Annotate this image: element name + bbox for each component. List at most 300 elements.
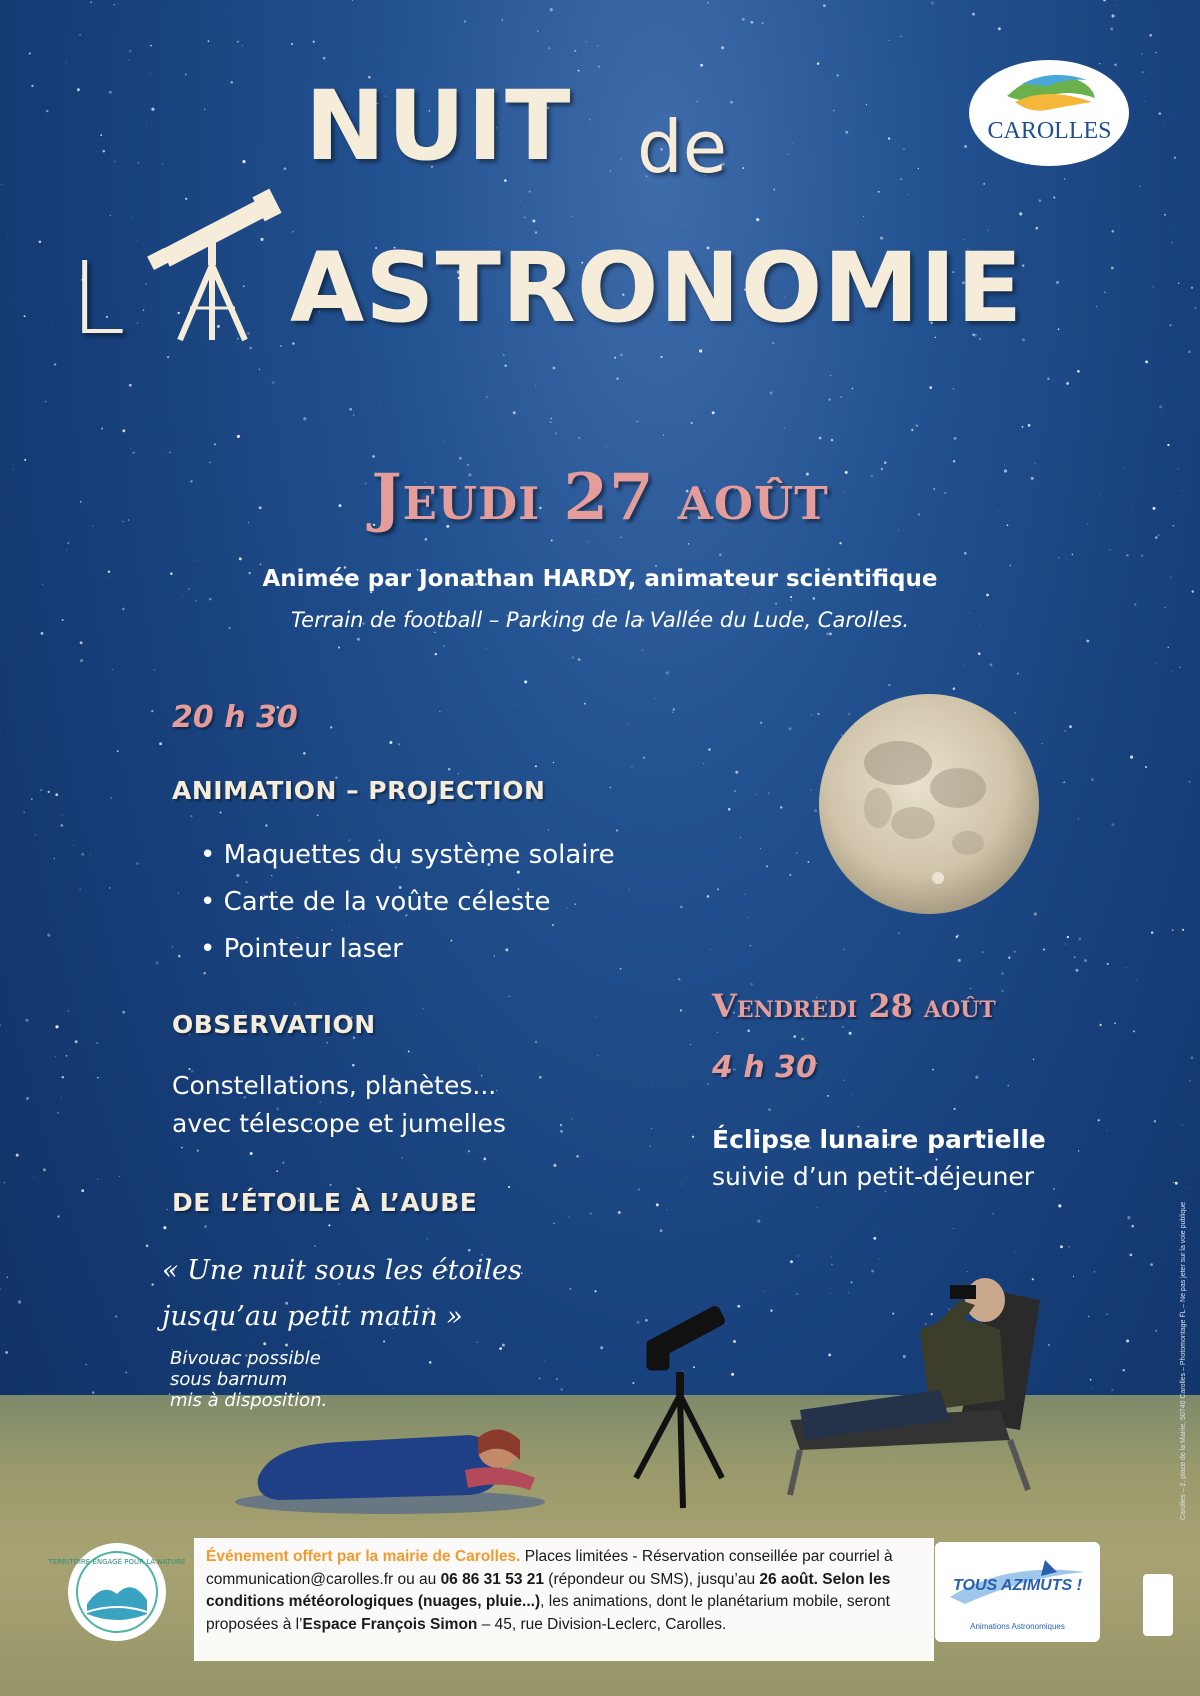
star (1111, 14, 1114, 17)
star (54, 858, 55, 859)
star (383, 1341, 385, 1343)
star (448, 768, 451, 771)
star (151, 108, 154, 111)
star (16, 1154, 19, 1157)
star (408, 1050, 410, 1052)
star (4, 1182, 6, 1184)
star (1086, 640, 1089, 643)
star (57, 1112, 59, 1114)
star (740, 837, 741, 838)
star (54, 363, 56, 365)
star (155, 962, 158, 965)
tous-azimuts-title: TOUS AZIMUTS ! (953, 1577, 1082, 1594)
star (25, 1019, 28, 1022)
star (48, 791, 50, 793)
star (167, 356, 169, 358)
star (931, 1, 934, 4)
star (1058, 328, 1060, 330)
star (768, 793, 769, 794)
star (96, 1042, 98, 1044)
star (372, 455, 375, 458)
star (443, 645, 444, 646)
star (784, 428, 785, 429)
star (810, 714, 812, 716)
star (426, 1238, 428, 1240)
star (576, 1155, 579, 1158)
star (637, 421, 638, 422)
star (1106, 1314, 1107, 1315)
star (760, 722, 762, 724)
breakfast-line: suivie d’un petit-déjeuner (712, 1162, 1035, 1191)
star (80, 659, 83, 662)
star (826, 633, 828, 635)
star (1164, 125, 1165, 126)
star (1126, 554, 1128, 556)
star (798, 1255, 799, 1256)
star (1141, 555, 1143, 557)
star (29, 53, 31, 55)
star (629, 889, 630, 890)
star (109, 887, 111, 889)
star (1114, 1022, 1116, 1024)
star (276, 1170, 278, 1172)
star (327, 1042, 328, 1043)
star (197, 560, 198, 561)
star (1001, 972, 1004, 975)
star (888, 137, 890, 139)
star (458, 773, 459, 774)
star (1149, 34, 1152, 37)
star (594, 1290, 596, 1292)
star (750, 945, 752, 947)
star (697, 1331, 698, 1332)
star (504, 365, 506, 367)
star (55, 1056, 56, 1057)
star (550, 8, 553, 11)
list-item: • Carte de la voûte céleste (200, 879, 615, 926)
star (924, 1346, 926, 1348)
star (673, 980, 674, 981)
star (1116, 5, 1117, 6)
animation-list (200, 832, 615, 973)
star (265, 824, 267, 826)
star (796, 852, 797, 853)
star (696, 101, 698, 103)
star (840, 396, 842, 398)
star (90, 854, 91, 855)
quote (162, 1248, 522, 1340)
star (39, 241, 42, 244)
morning-time: 4 h 30 (712, 1050, 817, 1085)
star (503, 354, 505, 356)
star (98, 139, 99, 140)
star (502, 19, 504, 21)
star (496, 440, 497, 441)
star (1064, 904, 1065, 905)
star (707, 1083, 708, 1084)
star (574, 50, 576, 52)
star (1103, 0, 1106, 1)
star (925, 1323, 927, 1325)
star (585, 41, 586, 42)
star (1035, 227, 1038, 230)
star (1145, 360, 1148, 363)
star (931, 1313, 933, 1315)
star (117, 750, 119, 752)
star (742, 18, 745, 21)
star (770, 1309, 773, 1312)
star (1174, 157, 1176, 159)
star (389, 741, 392, 744)
star (606, 446, 607, 447)
star (0, 1288, 1, 1289)
star (610, 170, 611, 171)
star (535, 765, 537, 767)
evening-time: 20 h 30 (172, 700, 298, 735)
star (77, 88, 80, 91)
star (969, 1383, 971, 1385)
star (620, 536, 622, 538)
star (631, 766, 632, 767)
star (932, 1069, 934, 1071)
star (145, 283, 147, 285)
star (79, 34, 81, 36)
star (250, 1152, 253, 1155)
star (259, 369, 261, 371)
star (13, 954, 14, 955)
star (1048, 1344, 1050, 1346)
star (1018, 1308, 1020, 1310)
star (1047, 378, 1049, 380)
star (1158, 112, 1161, 115)
star (891, 73, 892, 74)
star (479, 1065, 480, 1066)
star (429, 1361, 432, 1364)
star (964, 552, 967, 555)
star (1078, 938, 1081, 941)
star (122, 1011, 125, 1014)
star (808, 861, 810, 863)
star (151, 1283, 153, 1285)
star (707, 2, 709, 4)
star (172, 946, 173, 947)
star (572, 656, 575, 659)
star (67, 542, 69, 544)
star (114, 4, 115, 5)
star (1191, 287, 1193, 289)
star (589, 119, 591, 121)
offered-by: Événement offert par la mairie de Carolles. (206, 1548, 521, 1565)
pefc-logo (1143, 1574, 1173, 1636)
star (1066, 382, 1069, 385)
star (317, 815, 319, 817)
star (599, 990, 600, 991)
star (260, 563, 262, 565)
star (989, 1300, 990, 1301)
star (553, 1223, 554, 1224)
star (710, 949, 711, 950)
star (1019, 212, 1022, 215)
star (1131, 1225, 1134, 1228)
star (1096, 306, 1097, 307)
star (584, 703, 586, 705)
star (878, 191, 880, 193)
star (967, 1271, 968, 1272)
star (766, 865, 768, 867)
location-line: Terrain de football – Parking de la Vallée du Lude, Carolles. (290, 608, 910, 632)
star (843, 1080, 844, 1081)
star (1022, 426, 1024, 428)
star (1033, 1059, 1035, 1061)
star (1039, 199, 1042, 202)
star (486, 648, 487, 649)
star (618, 1211, 621, 1214)
star (789, 874, 791, 876)
star (295, 1004, 296, 1005)
star (831, 1264, 832, 1265)
star (136, 239, 137, 240)
observation-heading: OBSERVATION (172, 1010, 376, 1039)
star (499, 1347, 502, 1350)
star (162, 163, 164, 165)
star (678, 978, 681, 981)
star (598, 66, 600, 68)
star (92, 1391, 94, 1393)
star (1007, 1085, 1009, 1087)
star (112, 669, 113, 670)
star (214, 443, 216, 445)
star (45, 401, 47, 403)
star (616, 829, 618, 831)
star (903, 148, 905, 150)
star (1141, 54, 1142, 55)
star (1064, 782, 1066, 784)
star (1064, 178, 1065, 179)
star (242, 160, 245, 163)
star (792, 142, 793, 143)
star (464, 20, 467, 23)
star (833, 110, 835, 112)
star (231, 11, 232, 12)
star (681, 1184, 682, 1185)
star (539, 1377, 541, 1379)
star (68, 1010, 70, 1012)
star (1127, 1216, 1130, 1219)
star (529, 191, 531, 193)
star (572, 215, 574, 217)
star (956, 1077, 957, 1078)
star (131, 217, 132, 218)
star (97, 1179, 98, 1180)
star (553, 762, 554, 763)
star (1126, 1339, 1129, 1342)
star (982, 951, 984, 953)
star (402, 1157, 403, 1158)
star (378, 52, 379, 53)
star (863, 216, 864, 217)
star (51, 324, 52, 325)
star (747, 1029, 750, 1032)
star (197, 1150, 199, 1152)
star (303, 752, 306, 755)
star (837, 74, 839, 76)
star (548, 830, 549, 831)
star (323, 57, 326, 60)
telescope-icon (150, 190, 290, 340)
star (1065, 730, 1066, 731)
reservation-text: Places limitées - Réservation conseillée par courriel à communication@carolles.fr ou au (206, 1548, 893, 1588)
star (291, 43, 293, 45)
star (159, 742, 162, 745)
star (1125, 967, 1126, 968)
star (903, 1355, 906, 1358)
star (204, 1225, 207, 1228)
fallback-text: , les animations, dont le planétarium mobile, seront proposées à l’ (206, 1593, 890, 1633)
star (97, 1077, 98, 1078)
star (285, 1344, 288, 1347)
star (868, 1257, 869, 1258)
star (122, 429, 125, 432)
star (178, 893, 179, 894)
star (690, 1044, 691, 1045)
star (398, 743, 400, 745)
star (1107, 963, 1109, 965)
star (597, 599, 598, 600)
star (1168, 647, 1169, 648)
star (55, 1025, 58, 1028)
weather-condition: . Selon les conditions météorologiques (nuages, pluie...) (206, 1570, 891, 1610)
star (1042, 743, 1043, 744)
star (520, 201, 521, 202)
star (750, 983, 752, 985)
star (660, 1229, 663, 1232)
star (125, 1371, 127, 1373)
star (852, 1094, 853, 1095)
star (1032, 1278, 1034, 1280)
star (900, 36, 901, 37)
star (1154, 1120, 1156, 1122)
info-box (194, 1538, 934, 1661)
star (1175, 1182, 1178, 1185)
star (508, 1186, 510, 1188)
quote-line-2: jusqu’au petit matin » (162, 1301, 463, 1332)
star (810, 789, 812, 791)
star (151, 710, 153, 712)
star (929, 386, 932, 389)
star (888, 684, 890, 686)
star (1133, 1030, 1135, 1032)
bivouac-line-2: sous barnum (170, 1369, 288, 1390)
star (823, 4, 826, 7)
star (685, 226, 686, 227)
star (726, 1323, 727, 1324)
star (590, 1213, 592, 1215)
star (1098, 1119, 1100, 1121)
star (137, 322, 139, 324)
star (555, 432, 557, 434)
star (790, 596, 792, 598)
star (699, 349, 702, 352)
star (780, 806, 782, 808)
star (663, 435, 664, 436)
observation-line-2: avec télescope et jumelles (172, 1109, 506, 1138)
star (744, 894, 745, 895)
star (845, 131, 848, 134)
star (483, 1158, 486, 1161)
star (219, 811, 221, 813)
star (734, 790, 736, 792)
star (993, 1213, 994, 1214)
star (560, 1124, 562, 1126)
star (103, 150, 105, 152)
star (1130, 1254, 1133, 1257)
star (751, 598, 752, 599)
star (1, 184, 3, 186)
animator-line: Animée par Jonathan HARDY, animateur scientifique (262, 566, 938, 592)
star (572, 1118, 573, 1119)
star (983, 347, 984, 348)
star (848, 1292, 849, 1293)
star (1178, 283, 1179, 284)
star (126, 702, 127, 703)
star (136, 862, 139, 865)
star (680, 905, 683, 908)
star (204, 109, 205, 110)
star (132, 451, 135, 454)
star (916, 425, 918, 427)
star (1159, 405, 1162, 408)
star (100, 134, 102, 136)
star (61, 824, 64, 827)
star (73, 845, 74, 846)
star (1092, 1388, 1093, 1389)
star (1060, 1245, 1063, 1248)
star (737, 1305, 740, 1308)
star (764, 1291, 765, 1292)
star (1122, 1369, 1124, 1371)
star (597, 1055, 598, 1056)
star (790, 1260, 793, 1263)
star (801, 1038, 804, 1041)
star (75, 1040, 78, 1043)
star (703, 763, 704, 764)
star (62, 814, 63, 815)
star (62, 1076, 64, 1078)
star (827, 1095, 829, 1097)
star (830, 375, 831, 376)
star (502, 1344, 505, 1347)
star (953, 1108, 955, 1110)
eclipse-event: Éclipse lunaire partielle (712, 1125, 1046, 1154)
star (139, 596, 140, 597)
observation-line-1: Constellations, planètes... (172, 1071, 497, 1100)
star (86, 1364, 87, 1365)
star (1058, 557, 1059, 558)
star (1186, 1188, 1187, 1189)
star (898, 932, 900, 934)
territoire-label: TERRITOIRE ENGAGÉ POUR LA NATURE (48, 1558, 186, 1566)
star (1069, 725, 1072, 728)
star (80, 641, 83, 644)
star (616, 377, 618, 379)
star (357, 638, 360, 641)
star (908, 194, 909, 195)
star (936, 1158, 938, 1160)
star (814, 809, 817, 812)
star (140, 863, 141, 864)
star (101, 427, 103, 429)
star (913, 385, 914, 386)
